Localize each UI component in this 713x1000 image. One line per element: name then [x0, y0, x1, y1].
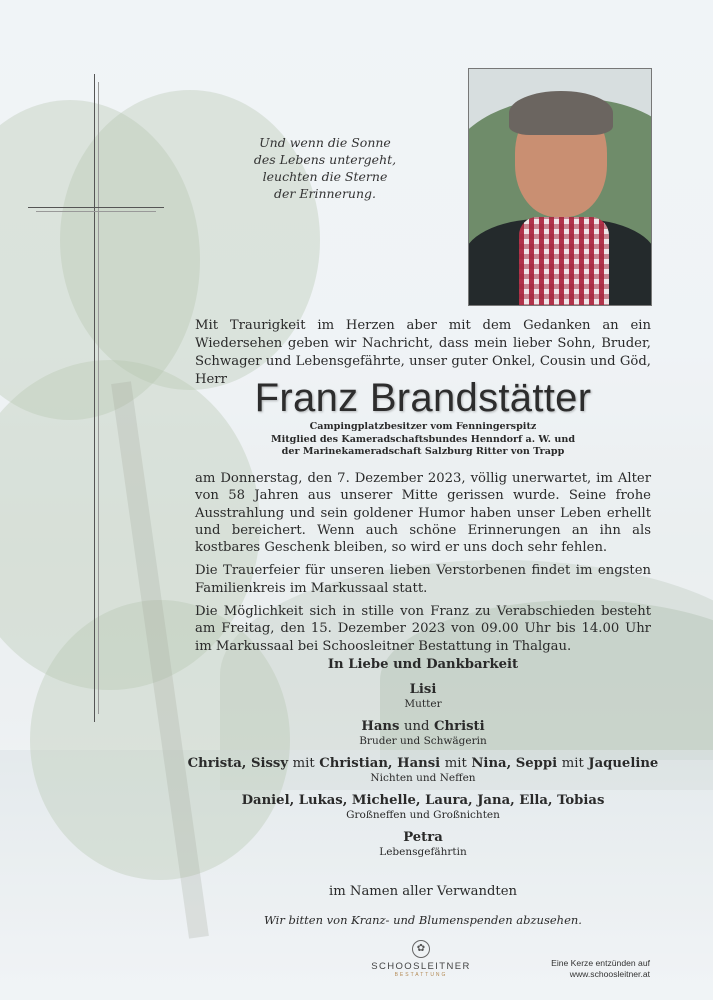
quote-line: leuchten die Sterne [262, 169, 388, 184]
body-paragraph: am Donnerstag, den 7. Dezember 2023, völlig unerwartet, im Alter von 58 Jahren aus unserer Mitte gerissen wurde. Seine frohe Ausstrahlung und sein goldener Humor haben unser Leben erhellt und bereichert. Wenn auch schöne Erinnerungen an ihn als kostbares Geschenk bleiben, so wird er uns doch sehr fehlen. [195, 471, 651, 556]
cross-vertical-line-2 [98, 82, 99, 714]
mourner-relation: Großneffen und Großnichten [346, 809, 500, 821]
quote-line: Und wenn die Sonne [259, 135, 391, 150]
mourner-relation: Nichten und Neffen [370, 772, 476, 784]
mourner-names [155, 756, 691, 772]
funeral-home-logo [370, 940, 472, 978]
cross-horizontal-line-2 [36, 211, 156, 212]
mourner-relation: Mutter [404, 698, 442, 710]
logo-subtitle: BESTATTUNG [394, 972, 448, 978]
body-paragraph: Die Trauerfeier für unseren lieben Verstorbenen findet im engsten Familienkreis im Markussaal statt. [195, 563, 651, 596]
candle-link[interactable]: www.schoosleitner.at [569, 969, 650, 979]
memorial-quote [240, 134, 410, 202]
mourner-name: Nina, Seppi [471, 756, 558, 771]
quote-line: der Erinnerung. [274, 186, 376, 201]
title-line: der Marinekameradschaft Salzburg Ritter von Trapp [281, 446, 565, 457]
flower-request-text: Wir bitten von Kranz- und Blumenspenden abzusehen. [264, 913, 582, 927]
mourner-name: Christian, Hansi [319, 756, 441, 771]
conjunction: mit [561, 756, 584, 771]
quote-line: des Lebens untergeht, [253, 152, 397, 167]
conjunction: mit [292, 756, 315, 771]
mourner-name: Christa, Sissy [187, 756, 289, 771]
conjunction: mit [444, 756, 467, 771]
intro-text: Mit Traurigkeit im Herzen aber mit dem Gedanken an ein Wiedersehen geben wir Nachricht, dass mein lieber Sohn, Bruder, Schwager und Lebensgefährte, unser guter Onkel, Cousin und Göd, Herr [195, 318, 651, 387]
mourner-names: Petra [403, 830, 443, 845]
mourner-names: Lisi [409, 682, 437, 697]
cross-vertical-line [94, 74, 95, 722]
logo-brand: SCHOOSLEITNER [371, 961, 471, 972]
dank-heading: In Liebe und Dankbarkeit [327, 657, 519, 672]
portrait-photo [468, 68, 652, 306]
mourner-relation: Lebensgefährtin [379, 846, 467, 858]
mourner-name: Hans [361, 719, 400, 734]
mourner-names [195, 719, 651, 735]
conjunction: und [404, 719, 430, 734]
deceased-titles [195, 421, 651, 459]
title-line: Mitglied des Kameradschaftsbundes Henndorf a. W. und [270, 433, 576, 445]
on-behalf-text: im Namen aller Verwandten [328, 884, 517, 899]
mourner-name: Jaqueline [588, 756, 659, 771]
deceased-name: Franz Brandstätter [254, 376, 592, 420]
body-paragraph: Die Möglichkeit sich in stille von Franz zu Verabschieden besteht am Freitag, den 15. Dezember 2023 von 09.00 Uhr bis 14.00 Uhr im Markussaal bei Schoosleitner Bestattung in Thalgau. [195, 604, 651, 654]
cross-horizontal-line [28, 207, 164, 208]
mourner-names: Daniel, Lukas, Michelle, Laura, Jana, Ella, Tobias [241, 793, 605, 808]
announcement-body [195, 470, 651, 661]
mourners-section [187, 657, 659, 867]
title-line: Campingplatzbesitzer vom Fenningerspitz [309, 421, 537, 432]
candle-text: Eine Kerze entzünden auf [551, 958, 650, 968]
candle-info [500, 958, 650, 980]
rose-icon: ✿ [412, 940, 430, 958]
mourner-name: Christi [434, 719, 485, 734]
mourner-relation: Bruder und Schwägerin [359, 735, 487, 747]
